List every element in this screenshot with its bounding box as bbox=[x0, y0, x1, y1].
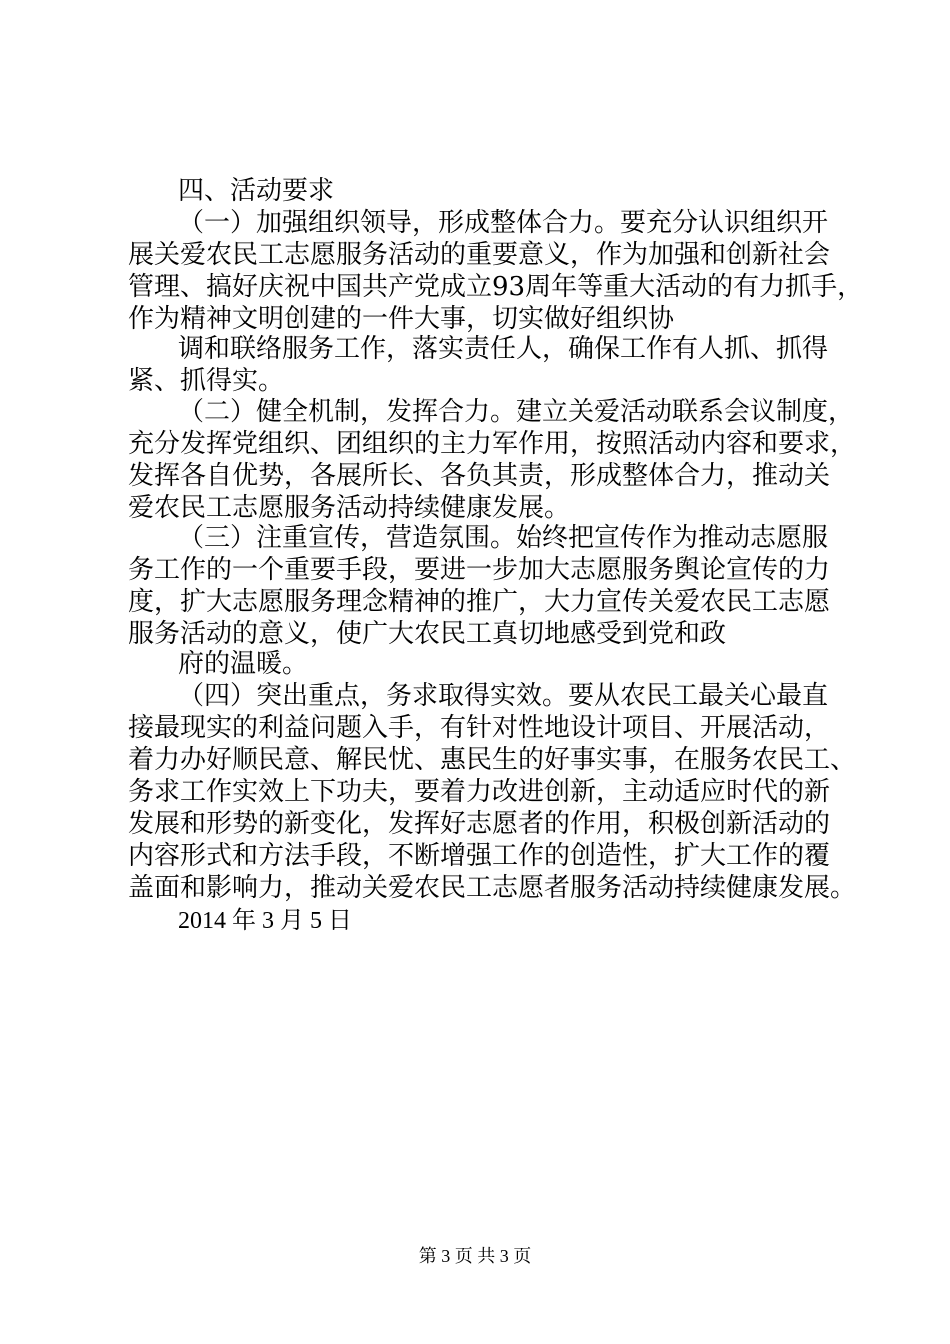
paragraph-1-line-6: 紧、抓得实。 bbox=[128, 366, 285, 396]
paragraph-2-line-2: 充分发挥党组织、团组织的主力军作用，按照活动内容和要求， bbox=[128, 429, 857, 459]
paragraph-2-line-1: （二）健全机制，发挥合力。建立关爱活动联系会议制度， bbox=[178, 397, 855, 427]
paragraph-3-line-3: 度，扩大志愿服务理念精神的推广，大力宣传关爱农民工志愿 bbox=[128, 587, 831, 617]
paragraph-1-line-4: 作为精神文明创建的一件大事，切实做好组织协 bbox=[128, 304, 675, 334]
paragraph-3-line-4: 服务活动的意义，使广大农民工真切地感受到党和政 bbox=[128, 619, 727, 649]
paragraph-1-line-3: 管理、搞好庆祝中国共产党成立93周年等重大活动的有力抓手， bbox=[128, 272, 864, 302]
paragraph-2-line-3: 发挥各自优势，各展所长、各负其责，形成整体合力，推动关 bbox=[128, 461, 831, 491]
section-heading: 四、活动要求 bbox=[178, 176, 335, 206]
page-footer: 第 3 页 共 3 页 bbox=[418, 1246, 532, 1266]
paragraph-3-line-1: （三）注重宣传，营造氛围。始终把宣传作为推动志愿服 bbox=[178, 523, 829, 553]
paragraph-3-line-2: 务工作的一个重要手段，要进一步加大志愿服务舆论宣传的力 bbox=[128, 555, 831, 585]
paragraph-4-line-6: 内容形式和方法手段，不断增强工作的创造性，扩大工作的覆 bbox=[128, 841, 831, 871]
paragraph-4-line-7: 盖面和影响力，推动关爱农民工志愿者服务活动持续健康发展。 bbox=[128, 873, 857, 903]
paragraph-4-line-5: 发展和形势的新变化，发挥好志愿者的作用，积极创新活动的 bbox=[128, 809, 831, 839]
paragraph-1-line-2: 展关爱农民工志愿服务活动的重要意义，作为加强和创新社会 bbox=[128, 240, 831, 270]
paragraph-4-line-4: 务求工作实效上下功夫，要着力改进创新，主动适应时代的新 bbox=[128, 777, 831, 807]
document-date: 2014 年 3 月 5 日 bbox=[178, 908, 352, 934]
paragraph-2-line-4: 爱农民工志愿服务活动持续健康发展。 bbox=[128, 493, 571, 523]
paragraph-4-line-2: 接最现实的利益问题入手，有针对性地设计项目、开展活动， bbox=[128, 713, 831, 743]
paragraph-4-line-1: （四）突出重点，务求取得实效。要从农民工最关心最直 bbox=[178, 681, 829, 711]
paragraph-4-line-3: 着力办好顺民意、解民忧、惠民生的好事实事，在服务农民工、 bbox=[128, 745, 857, 775]
paragraph-3-line-5: 府的温暖。 bbox=[178, 649, 309, 679]
paragraph-1-line-1: （一）加强组织领导，形成整体合力。要充分认识组织开 bbox=[178, 208, 829, 238]
paragraph-1-line-5: 调和联络服务工作，落实责任人，确保工作有人抓、抓得 bbox=[178, 334, 829, 364]
